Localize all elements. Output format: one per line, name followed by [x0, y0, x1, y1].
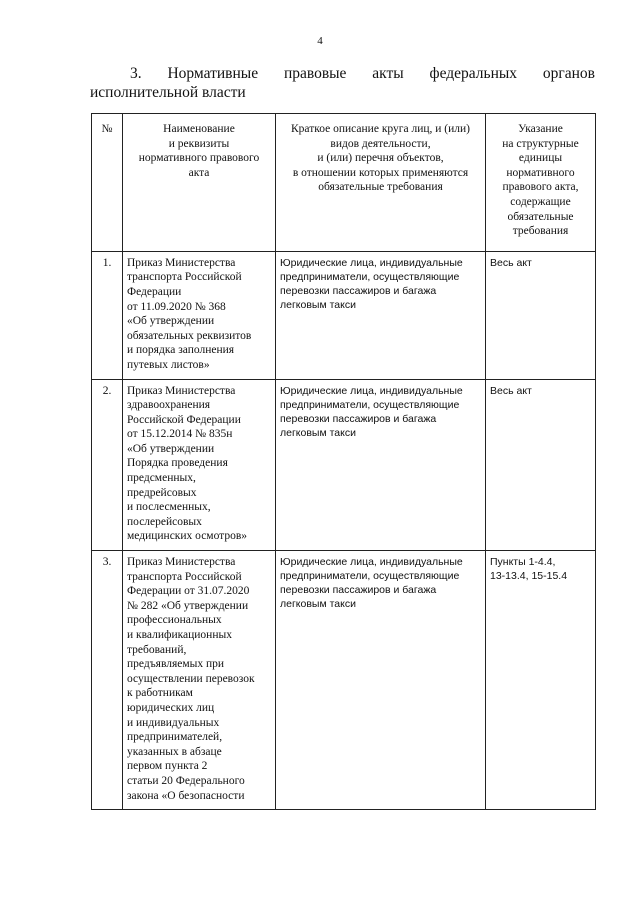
- text-line: от 11.09.2020 № 368: [127, 300, 226, 313]
- act-name-cell: [123, 551, 276, 810]
- structural-units-cell: [486, 379, 596, 551]
- text-line: Юридические лица, индивидуальные: [280, 256, 463, 269]
- text-line: Краткое описание круга лиц, и (или): [291, 123, 470, 135]
- act-name-cell: [123, 379, 276, 551]
- section-title: 3. Нормативные правовые акты федеральных органов исполнительной власти: [90, 65, 595, 101]
- text-line: послерейсовых: [127, 515, 202, 528]
- text-line: обязательных реквизитов: [127, 329, 252, 342]
- text-line: Юридические лица, индивидуальные: [280, 556, 463, 569]
- text-line: перевозки пассажиров и багажа: [280, 584, 437, 597]
- text-line: предприниматели, осуществляющие: [280, 570, 460, 583]
- header-description: [276, 114, 486, 252]
- text-line: Федерации от 31.07.2020: [127, 585, 250, 598]
- text-line: и (или) перечня объектов,: [317, 152, 444, 165]
- text-line: предпринимателей,: [127, 731, 223, 744]
- text-line: содержащие: [510, 195, 571, 208]
- row-number: 1.: [92, 251, 123, 379]
- structural-units-cell: [486, 251, 596, 379]
- text-line: от 15.12.2014 № 835н: [127, 428, 233, 441]
- text-line: Приказ Министерства: [127, 384, 236, 397]
- text-line: и послесменных,: [127, 501, 211, 514]
- text-line: на структурные: [502, 137, 579, 150]
- text-line: требования: [512, 225, 569, 238]
- text-line: профессиональных: [127, 614, 222, 627]
- text-line: единицы: [518, 152, 563, 165]
- text-line: в отношении которых применяются: [292, 166, 469, 179]
- text-line: «Об утверждении: [127, 315, 215, 328]
- text-line: юридических лиц: [127, 701, 215, 714]
- text-line: медицинских осмотров»: [127, 530, 248, 543]
- row-number: 2.: [92, 379, 123, 551]
- text-line: легковым такси: [280, 298, 356, 311]
- text-line: акта: [188, 166, 210, 179]
- text-line: Приказ Министерства: [127, 256, 236, 269]
- text-line: № 282 «Об утверждении: [127, 599, 249, 612]
- table-row: [92, 251, 596, 379]
- text-line: Порядка проведения: [127, 457, 228, 470]
- description-cell: [276, 551, 486, 810]
- text-line: путевых листов»: [127, 358, 210, 371]
- text-line: перевозки пассажиров и багажа: [280, 412, 437, 425]
- header-number: [92, 114, 123, 252]
- text-line: предсменных,: [127, 472, 196, 485]
- text-line: «Об утверждении: [127, 442, 215, 455]
- text-line: и квалификационных: [127, 629, 232, 641]
- text-line: статьи 20 Федерального: [127, 774, 245, 787]
- table-header-row: [92, 114, 596, 252]
- text-line: здравоохранения: [127, 399, 211, 412]
- text-line: Юридические лица, индивидуальные: [280, 384, 463, 397]
- text-line: Указание: [518, 123, 563, 135]
- text-line: предприниматели, осуществляющие: [280, 270, 460, 283]
- text-line: Федерации: [127, 285, 182, 298]
- text-line: нормативного правового: [138, 152, 260, 165]
- text-line: предъявляемых при: [127, 658, 225, 671]
- text-line: легковым такси: [280, 598, 356, 611]
- text-line: транспорта Российской: [127, 271, 242, 284]
- table-row: [92, 379, 596, 551]
- text-line: предрейсовых: [127, 486, 197, 499]
- text-line: и порядка заполнения: [127, 344, 235, 357]
- text-line: к работникам: [127, 687, 193, 700]
- text-line: и индивидуальных: [127, 716, 220, 729]
- text-line: видов деятельности,: [330, 137, 431, 150]
- text-line: закона «О безопасности: [127, 789, 245, 802]
- table-row: [92, 551, 596, 810]
- header-name: [123, 114, 276, 252]
- structural-units-cell: [486, 551, 596, 810]
- text-line: предприниматели, осуществляющие: [280, 398, 460, 411]
- description-cell: [276, 379, 486, 551]
- text-line: Пункты 1-4.4,: [490, 556, 556, 569]
- text-line: нормативного: [506, 166, 575, 179]
- text-line: легковым такси: [280, 426, 356, 439]
- page-number: 4: [317, 35, 323, 47]
- text-line: 13-13.4, 15-15.4: [490, 570, 568, 583]
- text-line: транспорта Российской: [127, 570, 242, 583]
- text-line: правового акта,: [502, 181, 579, 194]
- text-line: осуществлении перевозок: [127, 672, 255, 685]
- header-units: [486, 114, 596, 252]
- text-line: требований,: [127, 643, 187, 656]
- text-line: Приказ Министерства: [127, 556, 236, 569]
- text-line: перевозки пассажиров и багажа: [280, 284, 437, 297]
- text-line: Российской Федерации: [127, 413, 241, 426]
- text-line: указанных в абзаце: [127, 745, 222, 758]
- row-number: 3.: [92, 551, 123, 810]
- text-line: Наименование: [163, 123, 235, 135]
- text-line: обязательные: [507, 210, 574, 223]
- act-name-cell: [123, 251, 276, 379]
- description-cell: [276, 251, 486, 379]
- regulations-table: [91, 113, 596, 810]
- text-line: и реквизиты: [168, 137, 230, 150]
- text-line: первом пункта 2: [127, 760, 208, 773]
- text-line: обязательные требования: [318, 181, 443, 194]
- text-line: №: [101, 123, 113, 135]
- text-line: Весь акт: [490, 384, 532, 397]
- text-line: Весь акт: [490, 256, 532, 269]
